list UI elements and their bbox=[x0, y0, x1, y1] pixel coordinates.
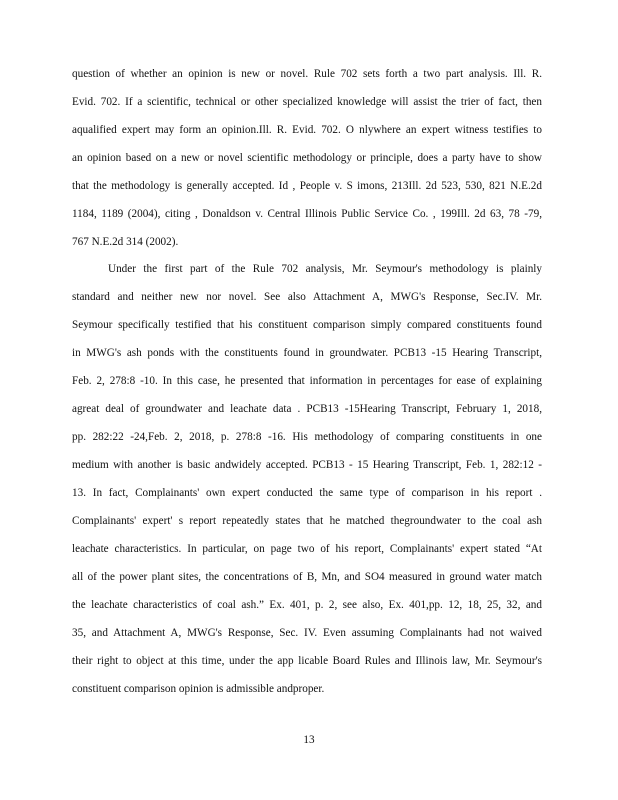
body-line: 35, and Attachment A, MWG's Response, Sec. IV. Even assuming Complainants had not waived bbox=[72, 627, 542, 639]
body-line: Evid. 702. If a scientific, technical or other specialized knowledge will assist the trier of fact, then bbox=[72, 96, 542, 108]
body-line: constituent comparison opinion is admissible andproper. bbox=[72, 683, 325, 695]
body-line: the leachate characteristics of coal ash.” Ex. 401, p. 2, see also, Ex. 401,pp. 12, 18, 25, 32, and bbox=[72, 599, 542, 611]
body-line: leachate characteristics. In particular, on page two of his report, Complainants' expert stated “At bbox=[72, 543, 542, 555]
body-line: 13. In fact, Complainants' own expert conducted the same type of comparison in his report . bbox=[72, 487, 542, 499]
body-line: Feb. 2, 278:8 -10. In this case, he presented that information in percentages for ease of explaining bbox=[72, 375, 542, 387]
body-line: all of the power plant sites, the concentrations of B, Mn, and SO4 measured in ground water match bbox=[72, 571, 542, 583]
page-number: 13 bbox=[303, 734, 315, 746]
body-line: pp. 282:22 -24,Feb. 2, 2018, p. 278:8 -16. His methodology of comparing constituents in one bbox=[72, 431, 542, 443]
body-line: standard and neither new nor novel. See also Attachment A, MWG's Response, Sec.IV. Mr. bbox=[72, 291, 542, 303]
body-line: 767 N.E.2d 314 (2002). bbox=[72, 236, 179, 248]
body-line: medium with another is basic andwidely accepted. PCB13 - 15 Hearing Transcript, Feb. 1, 282:12 - bbox=[72, 459, 542, 471]
body-line: that the methodology is generally accepted. Id , People v. S imons, 213Ill. 2d 523, 530, 821 N.E.2d bbox=[72, 180, 542, 192]
body-line: 1184, 1189 (2004), citing , Donaldson v. Central Illinois Public Service Co. , 199Ill. 2d 63, 78 -79, bbox=[72, 208, 542, 220]
body-line: question of whether an opinion is new or novel. Rule 702 sets forth a two part analysis. Ill. R. bbox=[72, 68, 542, 80]
body-line: their right to object at this time, under the app licable Board Rules and Illinois law, Mr. Seymour's bbox=[72, 655, 542, 667]
body-line: an opinion based on a new or novel scientific methodology or principle, does a party have to show bbox=[72, 152, 542, 164]
body-line: agreat deal of groundwater and leachate data . PCB13 -15Hearing Transcript, February 1, 2018, bbox=[72, 403, 542, 415]
body-line: in MWG's ash ponds with the constituents found in groundwater. PCB13 -15 Hearing Transcript, bbox=[72, 347, 542, 359]
body-line: aqualified expert may form an opinion.Ill. R. Evid. 702. O nlywhere an expert witness testifies to bbox=[72, 124, 542, 136]
paragraph-first-line: Under the first part of the Rule 702 analysis, Mr. Seymour's methodology is plainly bbox=[108, 263, 542, 275]
body-line: Seymour specifically testified that his constituent comparison simply compared constituents found bbox=[72, 319, 542, 331]
body-line: Complainants' expert' s report repeatedly states that he matched thegroundwater to the coal ash bbox=[72, 515, 542, 527]
